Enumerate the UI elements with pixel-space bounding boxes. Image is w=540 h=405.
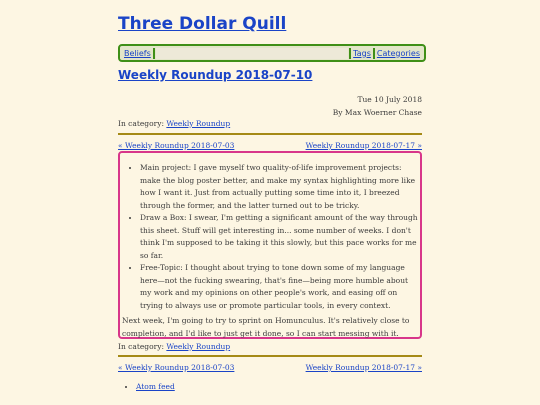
nav-beliefs-link[interactable]: Beliefs <box>124 48 151 58</box>
nav-separator <box>153 48 155 59</box>
post-bullet-free-topic: • Free-Topic: I thought about trying to tone down some of my language here—not the fucking swearing, that's fine—being more humble about my work and my opinions on other people's work, and easing off on trying to always use or promote particular tools, in every context. <box>140 262 418 312</box>
prev-post-link[interactable]: « Weekly Roundup 2018-07-03 <box>118 363 235 372</box>
category-line <box>118 342 230 351</box>
post-date: Tue 10 July 2018 <box>357 95 422 104</box>
nav-tags-link[interactable]: Tags <box>353 48 371 58</box>
category-prefix: In category: <box>118 119 164 128</box>
category-prefix: In category: <box>118 342 164 351</box>
category-line <box>118 119 230 128</box>
divider <box>118 355 422 357</box>
category-link[interactable]: Weekly Roundup <box>166 119 231 128</box>
post-author: By Max Woerner Chase <box>332 108 422 117</box>
next-post-link[interactable]: Weekly Roundup 2018-07-17 » <box>305 141 422 150</box>
footer-item <box>136 381 175 394</box>
site-title-link[interactable]: Three Dollar Quill <box>118 14 287 34</box>
next-post-link[interactable]: Weekly Roundup 2018-07-17 » <box>305 363 422 372</box>
nav-spacer <box>156 48 348 59</box>
category-link[interactable]: Weekly Roundup <box>166 342 231 351</box>
post-pager <box>118 141 422 150</box>
post-closing-paragraph: Next week, I'm going to try to sprint on Homunculus. It's relatively close to completion, and I'd like to just get it done, so I can start messing with it. <box>122 316 410 338</box>
nav-bar <box>118 44 426 62</box>
post-pager <box>118 363 422 372</box>
post-title-link[interactable]: Weekly Roundup 2018-07-10 <box>118 68 313 82</box>
atom-feed-link[interactable]: Atom feed <box>136 382 175 391</box>
divider <box>118 133 422 135</box>
footer-links <box>118 381 175 402</box>
post-body <box>118 151 422 339</box>
post-bullet-draw-a-box: • Draw a Box: I swear, I'm getting a significant amount of the way through this sheet. Stuff will get interesting in... some number of weeks. I don't think I'm supposed to be taking it this slowly, but this pace works for me so far. <box>140 212 418 262</box>
post-bullet-list <box>122 162 418 312</box>
post-bullet-main-project: • Main project: I gave myself two quality-of-life improvement projects: make the blog poster better, and make my syntax highlighting more like how I want it. Just from actually putting some time into it, I breezed through the former, and the latter turned out to be tricky. <box>140 162 418 212</box>
prev-post-link[interactable]: « Weekly Roundup 2018-07-03 <box>118 141 235 150</box>
nav-categories-link[interactable]: Categories <box>376 48 420 58</box>
